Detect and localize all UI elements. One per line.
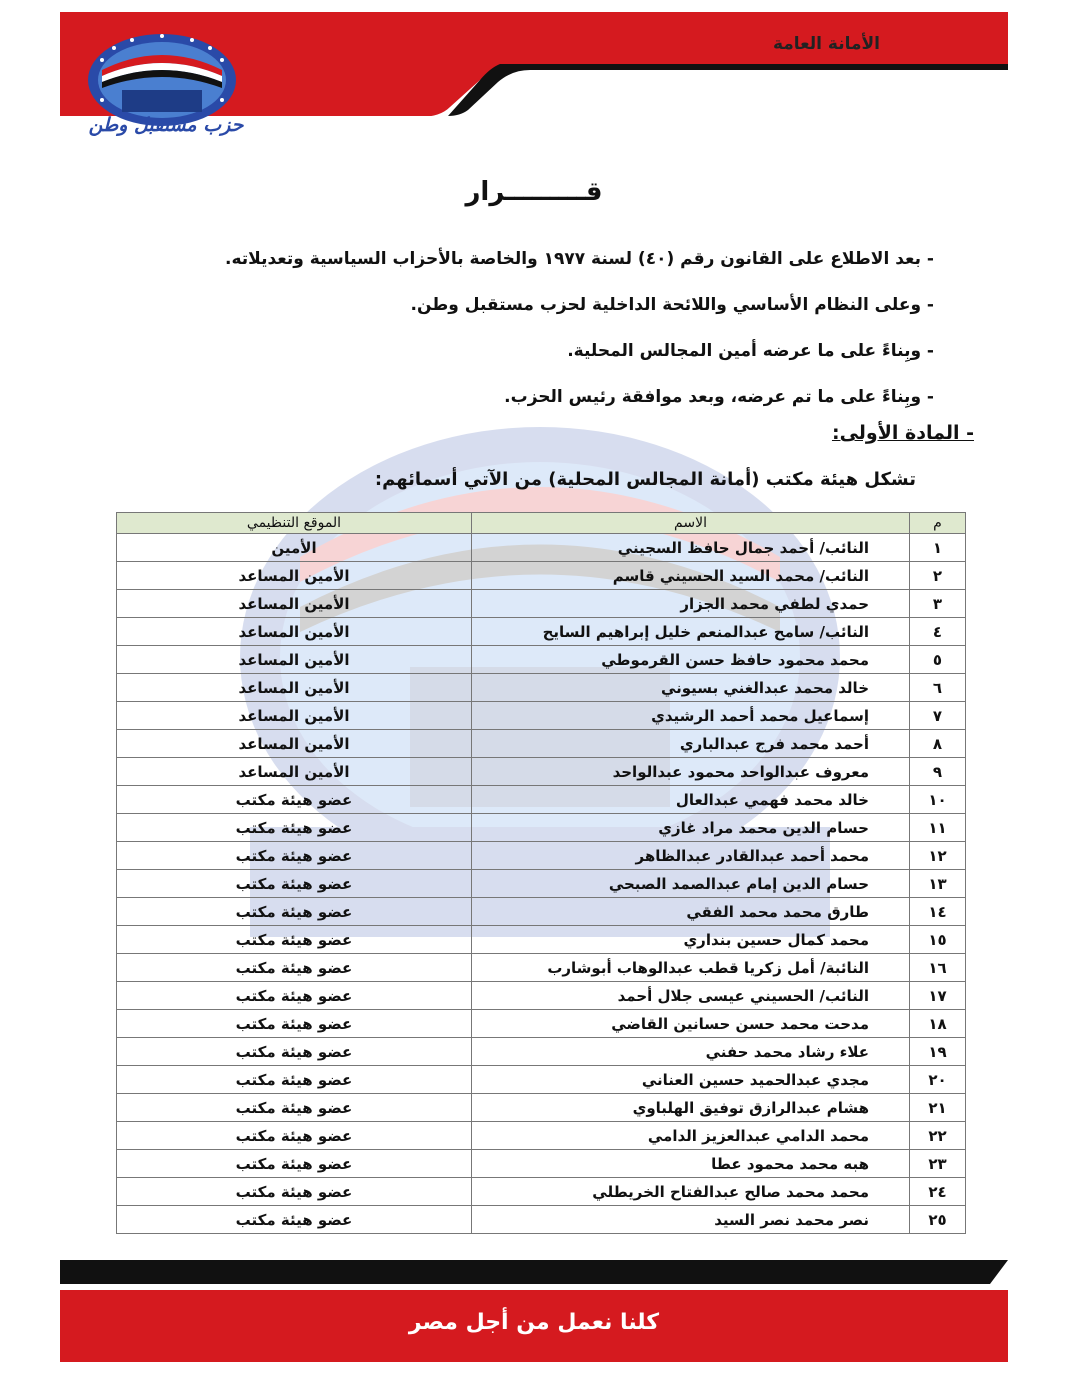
row-role: الأمين المساعد (117, 646, 472, 674)
row-name: النائب/ أحمد جمال حافظ السجيني (472, 534, 910, 562)
row-role: الأمين المساعد (117, 618, 472, 646)
row-num: ٦ (910, 674, 966, 702)
row-role: عضو هيئة مكتب (117, 926, 472, 954)
row-role: الأمين المساعد (117, 730, 472, 758)
row-role: عضو هيئة مكتب (117, 1206, 472, 1234)
row-num: ٥ (910, 646, 966, 674)
row-role: عضو هيئة مكتب (117, 1038, 472, 1066)
table-row (117, 562, 966, 590)
footer-slogan: كلنا نعمل من أجل مصر (408, 1310, 660, 1335)
members-table (116, 512, 966, 1234)
table-row (117, 674, 966, 702)
row-num: ٢ (910, 562, 966, 590)
table-header-row (117, 513, 966, 534)
party-name: حزب مستقبل وطن (88, 114, 244, 136)
row-name: معروف عبدالواحد محمود عبدالواحد (472, 758, 910, 786)
row-name: محمد محمود حافظ حسن القرموطي (472, 646, 910, 674)
row-role: الأمين المساعد (117, 562, 472, 590)
row-role: الأمين (117, 534, 472, 562)
row-num: ١٦ (910, 954, 966, 982)
row-num: ٢٥ (910, 1206, 966, 1234)
row-name: النائب/ سامح عبدالمنعم خليل إبراهيم السايح (472, 618, 910, 646)
row-name: أحمد محمد فرج عبدالباري (472, 730, 910, 758)
table-row (117, 982, 966, 1010)
row-num: ١٨ (910, 1010, 966, 1038)
table-row (117, 534, 966, 562)
row-num: ١٧ (910, 982, 966, 1010)
row-name: النائب/ محمد السيد الحسيني قاسم (472, 562, 910, 590)
row-name: حسام الدين إمام عبدالصمد الصبحي (472, 870, 910, 898)
table-row (117, 1094, 966, 1122)
article-intro: تشكل هيئة مكتب (أمانة المجالس المحلية) من الآتي أسمائهم: (374, 469, 916, 490)
row-name: حمدي لطفي محمد الجزار (472, 590, 910, 618)
row-role: عضو هيئة مكتب (117, 1010, 472, 1038)
row-num: ١٣ (910, 870, 966, 898)
row-role: عضو هيئة مكتب (117, 1122, 472, 1150)
preamble-item: - بعد الاطلاع على القانون رقم (٤٠) لسنة ١٩٧٧ والخاصة بالأحزاب السياسية وتعديلاته. (114, 247, 934, 271)
preamble-item: - وعلى النظام الأساسي واللائحة الداخلية لحزب مستقبل وطن. (114, 293, 934, 317)
row-name: خالد محمد عبدالغني بسيوني (472, 674, 910, 702)
table-row (117, 926, 966, 954)
row-name: محمد أحمد عبدالقادر عبدالظاهر (472, 842, 910, 870)
table-row (117, 618, 966, 646)
row-num: ١٥ (910, 926, 966, 954)
row-role: الأمين المساعد (117, 590, 472, 618)
row-num: ٢٠ (910, 1066, 966, 1094)
header-name: الاسم (472, 513, 910, 534)
row-role: عضو هيئة مكتب (117, 1066, 472, 1094)
row-num: ٣ (910, 590, 966, 618)
table-row (117, 898, 966, 926)
footer-black-band (60, 1260, 1008, 1284)
row-num: ١٤ (910, 898, 966, 926)
row-num: ٨ (910, 730, 966, 758)
row-num: ١٢ (910, 842, 966, 870)
row-name: مجدي عبدالحميد حسين العناني (472, 1066, 910, 1094)
row-num: ٧ (910, 702, 966, 730)
table-row (117, 786, 966, 814)
preamble-item: - وبِناءً على ما عرضه أمين المجالس المحلية. (114, 339, 934, 363)
row-num: ١١ (910, 814, 966, 842)
row-role: عضو هيئة مكتب (117, 814, 472, 842)
table-row (117, 1066, 966, 1094)
row-name: محمد الدامي عبدالعزيز الدامي (472, 1122, 910, 1150)
row-num: ٢٣ (910, 1150, 966, 1178)
row-num: ٢١ (910, 1094, 966, 1122)
table-row (117, 842, 966, 870)
row-num: ٤ (910, 618, 966, 646)
table-row (117, 954, 966, 982)
table-row (117, 1150, 966, 1178)
row-role: الأمين المساعد (117, 674, 472, 702)
row-role: عضو هيئة مكتب (117, 842, 472, 870)
row-role: عضو هيئة مكتب (117, 954, 472, 982)
header-num: م (910, 513, 966, 534)
row-role: الأمين المساعد (117, 702, 472, 730)
table-row (117, 702, 966, 730)
row-name: طارق محمد محمد الفقي (472, 898, 910, 926)
row-role: عضو هيئة مكتب (117, 786, 472, 814)
row-num: ٢٢ (910, 1122, 966, 1150)
row-name: نصر محمد نصر السيد (472, 1206, 910, 1234)
row-name: محمد كمال حسين بنداري (472, 926, 910, 954)
table-row (117, 758, 966, 786)
row-num: ٢٤ (910, 1178, 966, 1206)
row-num: ٩ (910, 758, 966, 786)
row-name: علاء رشاد محمد حفني (472, 1038, 910, 1066)
row-num: ١٩ (910, 1038, 966, 1066)
table-row (117, 730, 966, 758)
row-name: هبه محمد محمود عطا (472, 1150, 910, 1178)
table-row (117, 814, 966, 842)
department-title: الأمانة العامة (772, 34, 880, 54)
table-row (117, 1178, 966, 1206)
row-role: عضو هيئة مكتب (117, 870, 472, 898)
table-row (117, 646, 966, 674)
table-row (117, 1010, 966, 1038)
row-name: إسماعيل محمد أحمد الرشيدي (472, 702, 910, 730)
row-name: مدحت محمد حسن حسانين القاضي (472, 1010, 910, 1038)
row-name: النائب/ الحسيني عيسى جلال أحمد (472, 982, 910, 1010)
header-role: الموقع التنظيمي (117, 513, 472, 534)
article-heading: - المادة الأولى: (831, 422, 974, 444)
table-row (117, 1206, 966, 1234)
table-row (117, 870, 966, 898)
preamble-item: - وبِناءً على ما تم عرضه، وبعد موافقة رئيس الحزب. (114, 385, 934, 409)
row-num: ١ (910, 534, 966, 562)
row-name: هشام عبدالرازق توفيق الهلباوي (472, 1094, 910, 1122)
table-row (117, 1038, 966, 1066)
row-role: الأمين المساعد (117, 758, 472, 786)
row-num: ١٠ (910, 786, 966, 814)
row-role: عضو هيئة مكتب (117, 1150, 472, 1178)
row-role: عضو هيئة مكتب (117, 1094, 472, 1122)
row-name: محمد محمد صالح عبدالفتاح الخريطلي (472, 1178, 910, 1206)
table-row (117, 590, 966, 618)
document-title: قـــــــــرار (465, 177, 603, 207)
row-name: النائبة/ أمل زكريا قطب عبدالوهاب أبوشارب (472, 954, 910, 982)
document-page (60, 12, 1008, 1362)
row-role: عضو هيئة مكتب (117, 982, 472, 1010)
row-name: خالد محمد فهمي عبدالعال (472, 786, 910, 814)
table-row (117, 1122, 966, 1150)
row-role: عضو هيئة مكتب (117, 898, 472, 926)
preamble-list (114, 247, 974, 431)
row-name: حسام الدين محمد مراد غازي (472, 814, 910, 842)
row-role: عضو هيئة مكتب (117, 1178, 472, 1206)
